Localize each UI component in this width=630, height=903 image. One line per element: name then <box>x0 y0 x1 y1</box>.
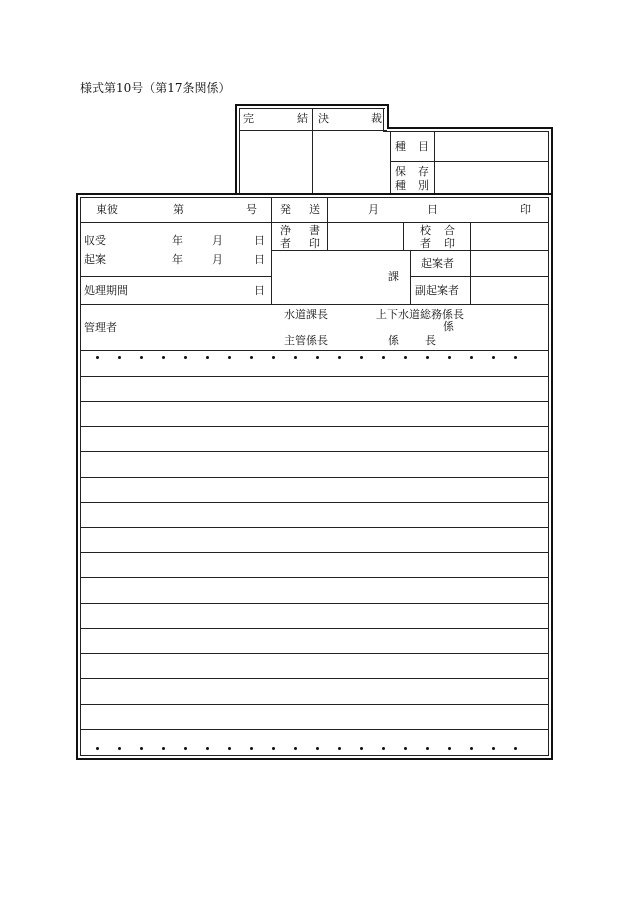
ruled-line-13 <box>80 678 549 679</box>
gou-label: 合 <box>444 224 455 237</box>
dot <box>316 747 319 750</box>
ruled-line-3 <box>80 426 549 427</box>
main-border-left <box>76 193 78 760</box>
suidou-kachou-label: 水道課長 <box>284 308 328 321</box>
shubetsu-left-line <box>390 131 391 195</box>
dot <box>360 356 363 359</box>
dot <box>140 747 143 750</box>
day-label: 日 <box>427 203 438 216</box>
dot <box>272 747 275 750</box>
dot <box>140 356 143 359</box>
dot <box>162 356 165 359</box>
chou-label: 長 <box>425 334 436 347</box>
nen2-label: 年 <box>172 253 183 266</box>
approval-box-right-edge <box>551 127 553 195</box>
shori-label: 処理期間 <box>84 284 128 297</box>
go-label: 号 <box>246 203 257 216</box>
kakari-label: 係 <box>443 320 454 333</box>
dot <box>360 747 363 750</box>
col-divider-hassou <box>327 197 328 250</box>
ruled-line-12 <box>80 653 549 654</box>
dot <box>206 356 209 359</box>
dot <box>272 356 275 359</box>
shubetsu-mid-line <box>390 161 548 162</box>
ruled-line-1 <box>80 376 549 377</box>
form-title: 様式第10号（第17条関係） <box>80 81 231 95</box>
inner-right-edge <box>548 131 549 195</box>
main-border-bottom <box>76 758 553 760</box>
dot <box>162 747 165 750</box>
dot <box>338 356 341 359</box>
approval-divider <box>312 108 313 195</box>
dot <box>228 747 231 750</box>
dot <box>250 747 253 750</box>
approval-box-border-right <box>387 104 389 129</box>
main-border-top <box>76 193 553 195</box>
dot <box>426 747 429 750</box>
ruled-line-8 <box>80 552 549 553</box>
kan-label: 完 <box>243 112 254 125</box>
approval-box-border-top <box>235 104 389 106</box>
main-inner-bottom <box>80 755 549 756</box>
dot <box>118 747 121 750</box>
dot <box>470 356 473 359</box>
shu-label: 種 <box>395 140 406 153</box>
dot <box>404 356 407 359</box>
kiansha-mid-line <box>410 276 549 277</box>
ruled-line-4 <box>80 451 549 452</box>
dot <box>184 356 187 359</box>
ruled-line-9 <box>80 577 549 578</box>
dot <box>96 356 99 359</box>
ruled-line-5 <box>80 477 549 478</box>
dot <box>492 356 495 359</box>
dot <box>514 356 517 359</box>
kiansha-label: 起案者 <box>421 257 454 270</box>
dot <box>514 747 517 750</box>
dot <box>184 747 187 750</box>
inner-border-left <box>239 108 240 195</box>
dot <box>316 356 319 359</box>
ruled-line-2 <box>80 401 549 402</box>
ketsu2-label: 決 <box>318 112 329 125</box>
manager-row-top <box>80 304 549 305</box>
left-block-mid <box>80 276 271 277</box>
in2-label: 印 <box>444 237 455 250</box>
sho-label: 書 <box>309 224 320 237</box>
nen-label: 年 <box>172 234 183 247</box>
ruled-line-6 <box>80 502 549 503</box>
moku-label: 目 <box>418 140 429 153</box>
approval-box-border-left <box>235 104 237 195</box>
dot <box>228 356 231 359</box>
zon-label: 存 <box>418 165 429 178</box>
approval-box-step-top <box>387 127 553 129</box>
row1-bottom <box>80 222 549 223</box>
month-label: 月 <box>368 203 379 216</box>
shubetsu-divider <box>434 131 435 195</box>
kian-label: 起案 <box>84 253 106 266</box>
ketsu-label: 結 <box>297 112 308 125</box>
ruled-line-15 <box>80 729 549 730</box>
col-divider-kiansha <box>410 250 411 304</box>
dot <box>448 747 451 750</box>
ruled-line-0 <box>80 350 549 351</box>
kou-label: 校 <box>420 224 431 237</box>
inner-step-top <box>383 131 548 132</box>
hi-label: 日 <box>254 234 265 247</box>
dot <box>448 356 451 359</box>
ruled-line-10 <box>80 603 549 604</box>
dot <box>250 356 253 359</box>
kanrisha-label: 管理者 <box>84 321 117 334</box>
ho-label: 保 <box>395 165 406 178</box>
col-divider-kougou-left <box>403 222 404 250</box>
dot <box>118 356 121 359</box>
dot <box>492 747 495 750</box>
higashi-label: 東彼 <box>96 203 118 216</box>
sha2-label: 者 <box>420 237 431 250</box>
main-inner-top <box>80 197 549 198</box>
in-label-2: 印 <box>309 237 320 250</box>
hi2-label: 日 <box>254 253 265 266</box>
inner-border-right <box>383 108 384 132</box>
sha-label: 者 <box>280 237 291 250</box>
col-divider-kougou-right <box>470 222 471 304</box>
dot <box>382 356 385 359</box>
hatsu-label: 発 <box>280 203 291 216</box>
dot <box>206 747 209 750</box>
shukan-kakarichou-label: 主管係長 <box>284 334 328 347</box>
hi3-label: 日 <box>254 284 265 297</box>
dai-label: 第 <box>173 203 184 216</box>
ruled-line-7 <box>80 527 549 528</box>
main-border-right <box>551 193 553 760</box>
dot <box>294 747 297 750</box>
ka-label: 課 <box>388 270 399 283</box>
approval-header-line <box>239 130 387 131</box>
ruled-line-11 <box>80 628 549 629</box>
ruled-line-14 <box>80 704 549 705</box>
tsuki2-label: 月 <box>212 253 223 266</box>
dot <box>404 747 407 750</box>
sai-label: 裁 <box>371 112 382 125</box>
dot <box>96 747 99 750</box>
kakari2-label: 係 <box>388 334 399 347</box>
tsuki-label: 月 <box>212 234 223 247</box>
dot <box>294 356 297 359</box>
dot <box>470 747 473 750</box>
dot <box>338 747 341 750</box>
shuju-label: 収受 <box>84 234 106 247</box>
sou-label: 送 <box>309 203 320 216</box>
fukukiansha-label: 副起案者 <box>415 284 459 297</box>
shu2-label: 種 <box>395 179 406 192</box>
in-label: 印 <box>520 203 531 216</box>
dot <box>382 747 385 750</box>
betsu-label: 別 <box>418 179 429 192</box>
dot <box>426 356 429 359</box>
joge-suidou-label: 上下水道総務係長 <box>376 308 464 321</box>
jou-label: 浄 <box>280 224 291 237</box>
